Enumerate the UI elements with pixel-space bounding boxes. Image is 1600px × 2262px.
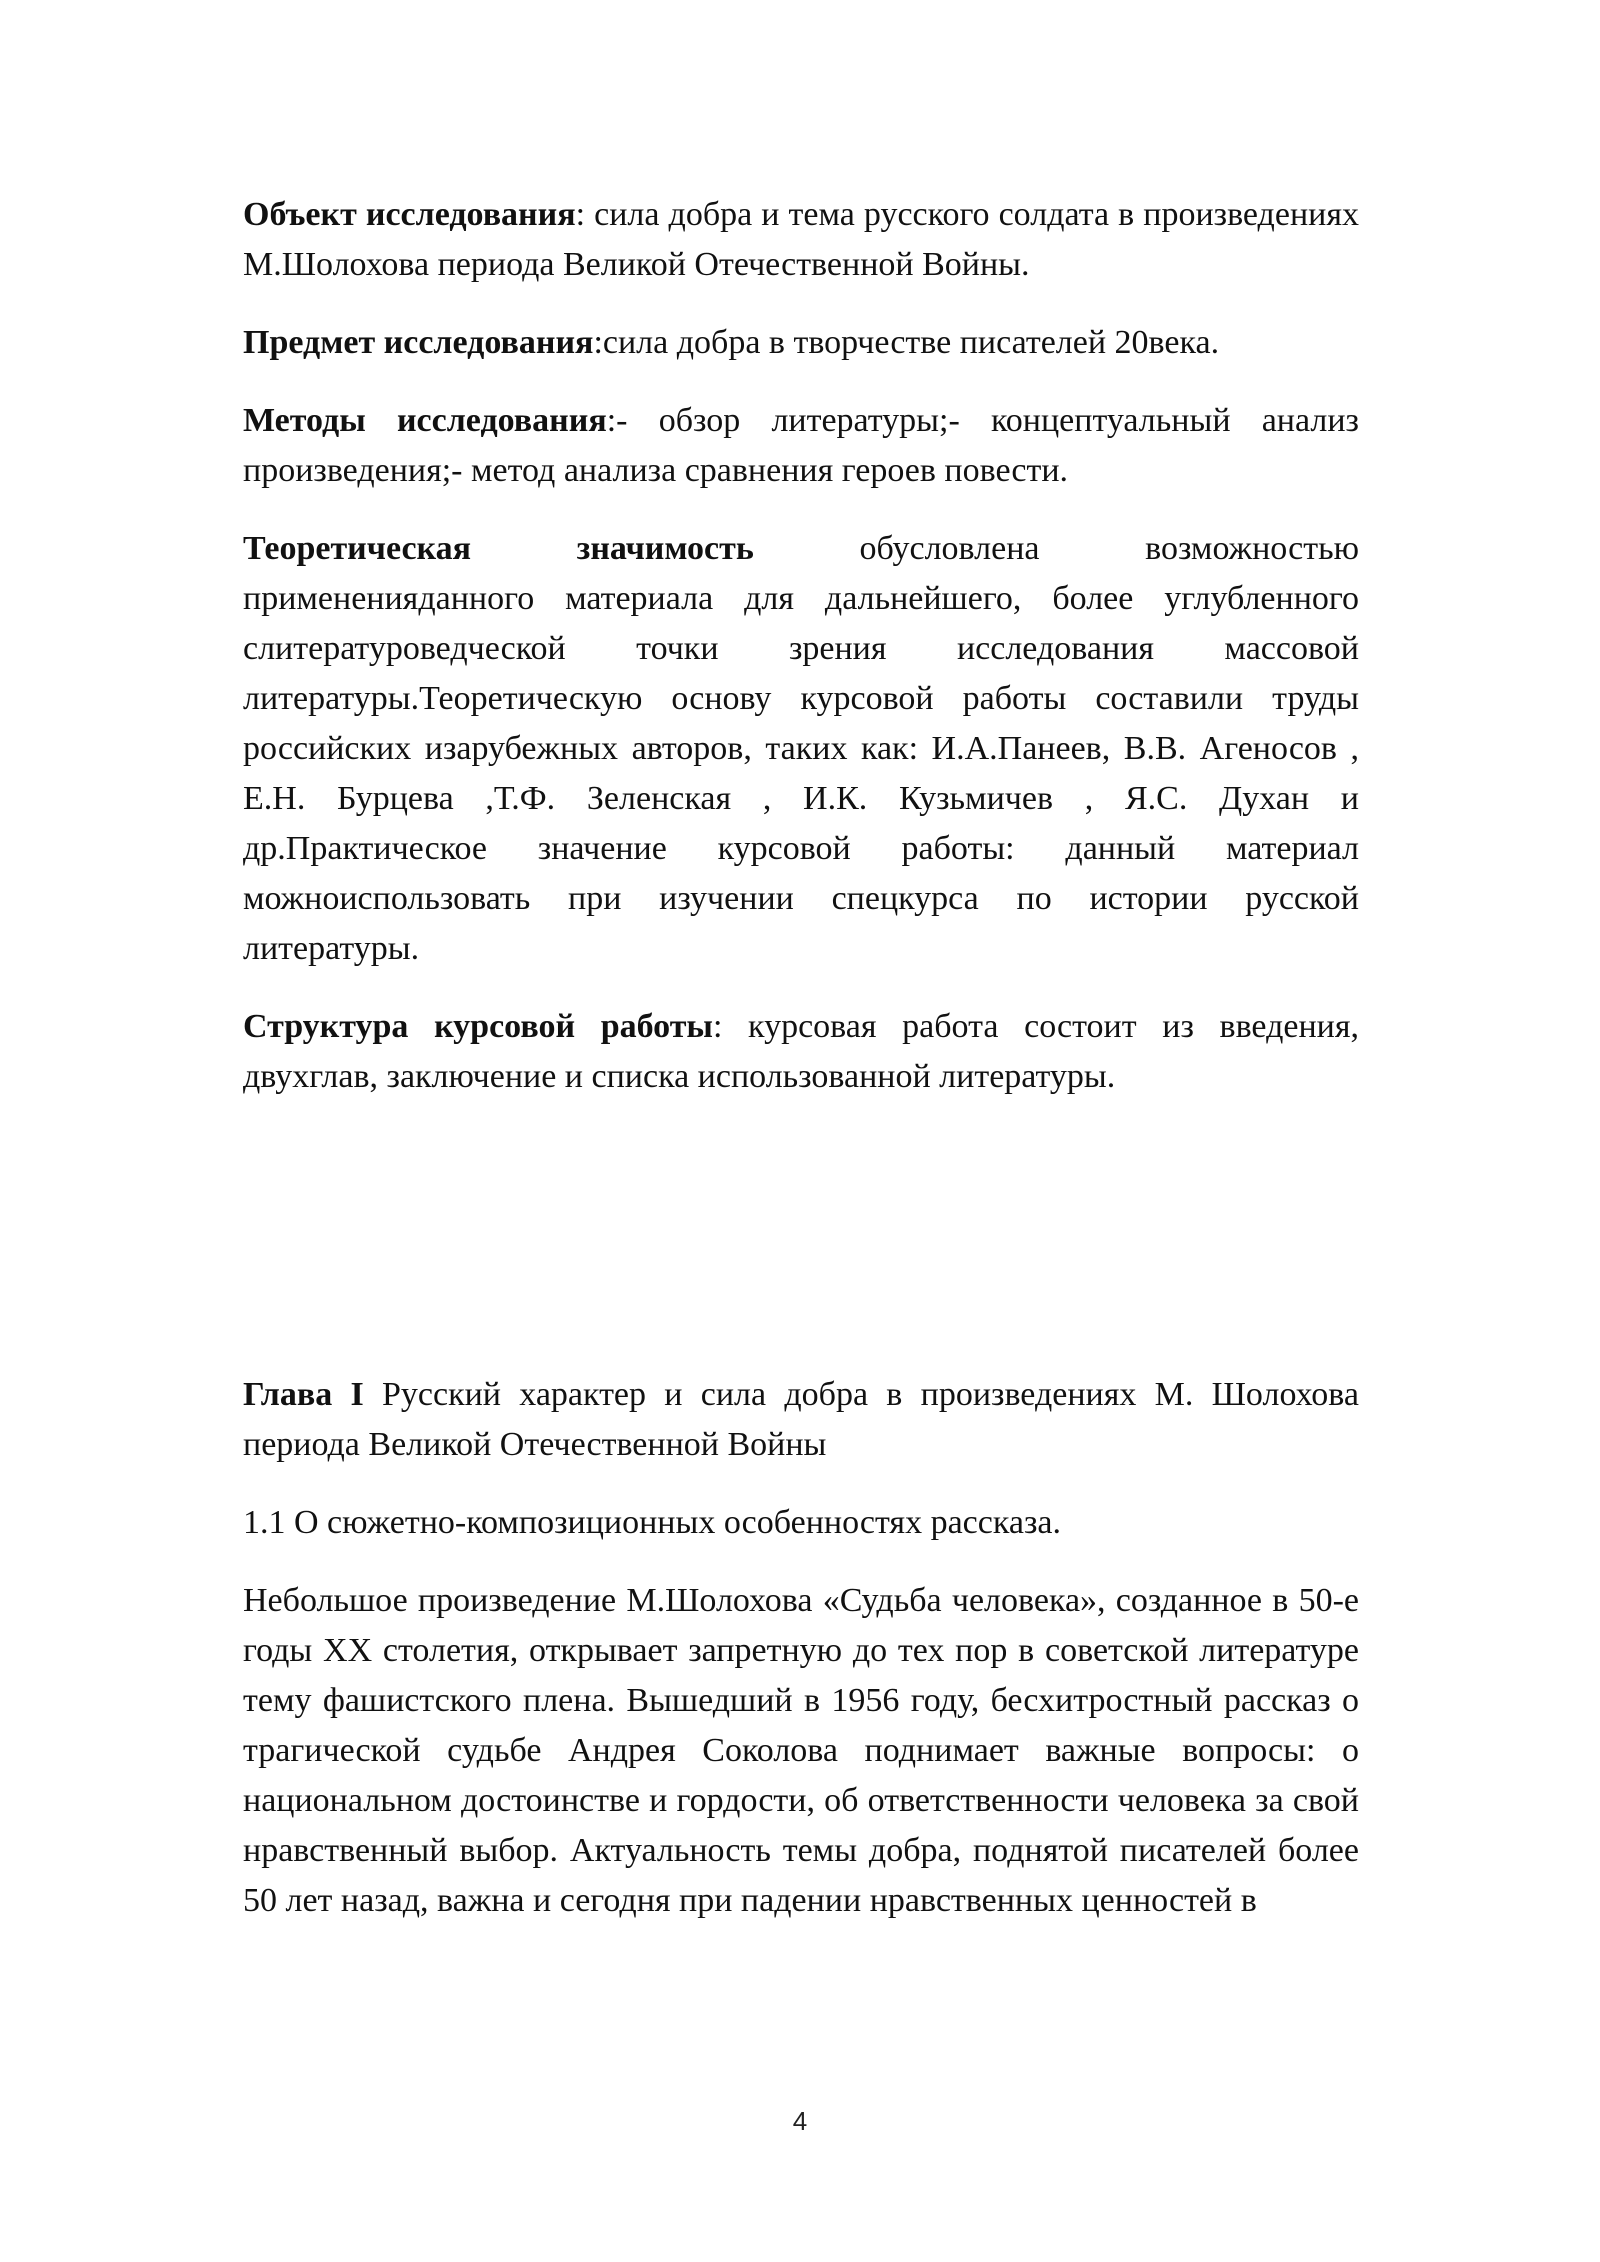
object-label: Объект исследования [243,196,576,233]
section-gap [243,1130,1359,1370]
subject-text: :сила добра в творчестве писателей 20века. [593,324,1220,361]
methods-paragraph [243,396,1359,496]
body-paragraph: Небольшое произведение М.Шолохова «Судьба человека», созданное в 50-е годы XX столетия, открывает запретную до тех пор в советской литературе тему фашистского плена. Вышедший в 1956 году, бесхитростный рассказ о трагической судьбе Андрея Соколова поднимает важные вопросы: о национальном достоинстве и гордости, об ответственности человека за свой нравственный выбор. Актуальность темы добра, поднятой писателей более 50 лет назад, важна и сегодня при падении нравственных ценностей в [243,1582,1359,1919]
chapter-heading [243,1370,1359,1470]
section-heading: 1.1 О сюжетно-композиционных особенностях рассказа. [243,1504,1061,1541]
theoretical-paragraph [243,524,1359,974]
object-text: : сила добра и тема русского солдата в произведениях М.Шолохова периода Великой Отечественной Войны. [243,196,1359,283]
methods-text: :- обзор литературы;- концептуальный анализ произведения;- метод анализа сравнения героев повести. [243,402,1359,489]
structure-paragraph [243,1002,1359,1102]
structure-text: : курсовая работа состоит из введения, двухглав, заключение и списка использованной литературы. [243,1008,1359,1095]
subject-paragraph [243,318,1359,368]
methods-label: Методы исследования [243,402,607,439]
object-paragraph [243,190,1359,290]
page-content [243,190,1359,1954]
subject-label: Предмет исследования [243,324,594,361]
chapter-label: Глава I [243,1376,364,1413]
structure-label: Структура курсовой работы [243,1008,713,1045]
theoretical-label: Теоретическая значимость [243,530,754,567]
theoretical-text: обусловлена возможностью примененияданного материала для дальнейшего, более углубленного слитературоведческой точки зрения исследования массовой литературы.Теоретическую основу курсовой работы составили труды российских изарубежных авторов, таких как: И.А.Панеев, В.В. Агеносов , Е.Н. Бурцева ,Т.Ф. Зеленская , И.К. Кузьмичев , Я.С. Духан и др.Практическое значение курсовой работы: данный материал можноиспользовать при изучении спецкурса по истории русской литературы. [243,530,1359,967]
chapter-title: Русский характер и сила добра в произведениях М. Шолохова периода Великой Отечественной Войны [243,1376,1359,1463]
page-number: 4 [792,2106,808,2136]
